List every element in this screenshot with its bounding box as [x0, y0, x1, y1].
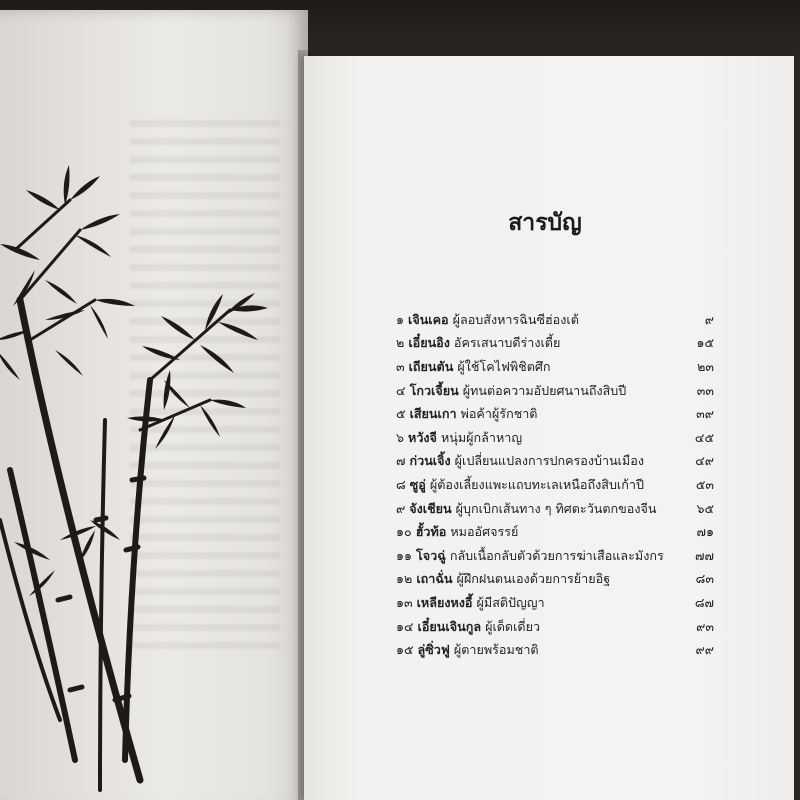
toc-entry-name: โกวเจี้ยน [409, 382, 459, 398]
toc-entry-description: ผู้เปลี่ยนแปลงการปกครองบ้านเมือง [454, 453, 644, 469]
toc-entry-page: ๗๑ [696, 524, 714, 540]
toc-entry-label [396, 640, 539, 660]
toc-entry-description: หนุ่มผู้กล้าหาญ [440, 429, 523, 445]
toc-entry-name: เหลียงหงอี้ [416, 594, 473, 610]
toc-entry [396, 308, 714, 332]
bamboo-illustration [0, 0, 310, 800]
toc-entry-description: ผู้ลอบสังหารฉินซีฮ่องเต้ [452, 311, 579, 327]
toc-entry-label [396, 569, 610, 589]
toc-entry-page: ๕๓ [695, 476, 714, 492]
toc-entry-page: ๔๙ [695, 453, 714, 469]
toc-entry-label [396, 451, 644, 471]
toc-entry-label [396, 499, 657, 519]
toc-entry-label [396, 522, 518, 542]
toc-entry-number: ๑๑ [396, 547, 412, 563]
toc-entry-name: ก่วนเจิ้ง [409, 453, 451, 469]
toc-entry-number: ๑๓ [396, 594, 413, 610]
toc-entry-number: ๔ [396, 382, 406, 398]
toc-entry [396, 379, 714, 403]
toc-entry-page: ๗๗ [695, 547, 714, 563]
toc-entry-description: ผู้ฝึกฝนตนเองด้วยการย้ายอิฐ [456, 571, 611, 587]
toc-entry-label [396, 310, 579, 330]
toc-entry-name: เสียนเกา [409, 406, 457, 422]
toc-entry-description: พ่อค้าผู้รักชาติ [460, 406, 538, 422]
toc-entry-description: ผู้ต้องเลี้ยงแพะแถบทะเลเหนือถึงสิบเก้าปี [429, 476, 644, 492]
toc-entry-page: ๓๙ [696, 406, 714, 422]
toc-entry-label [396, 593, 545, 613]
toc-entry-name: ฮั้วท้อ [415, 524, 447, 540]
toc-entry-page: ๖๕ [696, 500, 714, 516]
toc-entry-description: หมออัศจรรย์ [450, 524, 519, 540]
toc-entry-name: ลู่ซิ่วฟู [417, 642, 450, 658]
toc-entry-name: เอี๋ยนเจินกูล [417, 618, 482, 634]
toc-entry-description: กลับเนื้อกลับตัวด้วยการฆ่าเสือและมังกร [449, 547, 664, 563]
toc-entry-number: ๑๕ [396, 642, 414, 658]
toc-entry-description: อัครเสนาบดีร่างเตี้ย [453, 335, 561, 351]
toc-list [396, 308, 714, 662]
toc-entry-number: ๑๔ [396, 618, 414, 634]
toc-entry-label [396, 333, 560, 353]
toc-entry-label [396, 475, 644, 495]
toc-entry-page: ๓๓ [696, 382, 714, 398]
toc-entry-page: ๘๓ [695, 571, 714, 587]
toc-entry [396, 568, 714, 592]
toc-entry-page: ๙ [704, 311, 714, 327]
toc-title: สารบัญ [508, 210, 582, 236]
toc-entry-page: ๑๕ [696, 335, 714, 351]
toc-entry-label [396, 404, 538, 424]
toc-entry-number: ๕ [396, 406, 406, 422]
toc-entry-name: โจวฉู่ [416, 547, 446, 563]
toc-entry-label [396, 546, 664, 566]
toc-entry-label [396, 617, 540, 637]
toc-entry-description: ผู้ตายพร้อมชาติ [453, 642, 539, 658]
toc-entry-number: ๗ [396, 453, 406, 469]
toc-entry-number: ๘ [396, 476, 406, 492]
toc-entry [396, 591, 714, 615]
toc-entry-name: ซูอู่ [409, 476, 426, 492]
toc-entry [396, 332, 714, 356]
toc-entry-description: ผู้เด็ดเดี่ยว [485, 618, 541, 634]
toc-entry-number: ๙ [396, 500, 406, 516]
toc-entry-name: เถียนตัน [408, 358, 454, 374]
toc-entry [396, 544, 714, 568]
toc-entry-page: ๙๓ [696, 618, 714, 634]
toc-entry-label [396, 381, 626, 401]
toc-entry-page: ๙๙ [695, 642, 714, 658]
toc-entry-number: ๑๐ [396, 524, 412, 540]
toc-entry-number: ๑ [396, 311, 404, 327]
toc-entry [396, 473, 714, 497]
toc-entry [396, 355, 714, 379]
toc-entry-name: เอี๋ยนอิง [408, 335, 450, 351]
toc-entry-name: หวังจี [408, 429, 437, 445]
toc-entry [396, 520, 714, 544]
toc-entry [396, 638, 714, 662]
toc-entry-page: ๒๓ [697, 358, 714, 374]
toc-entry-name: เถาฉั่น [416, 571, 453, 587]
toc-entry-name: จังเชียน [409, 500, 452, 516]
toc-entry [396, 450, 714, 474]
toc-entry-page: ๔๕ [694, 429, 714, 445]
toc-entry-page: ๘๗ [694, 594, 714, 610]
toc-entry-number: ๓ [396, 358, 405, 374]
toc-entry-description: ผู้มีสติปัญญา [476, 594, 545, 610]
toc-entry-number: ๑๒ [396, 571, 413, 587]
toc-entry-description: ผู้ใช้โคไฟพิชิตศึก [457, 358, 551, 374]
toc-entry [396, 497, 714, 521]
toc-entry-label [396, 357, 551, 377]
toc-entry [396, 615, 714, 639]
toc-entry-number: ๖ [396, 429, 404, 445]
toc-entry-description: ผู้บุกเบิกเส้นทาง ๆ ทิศตะวันตกของจีน [455, 500, 657, 516]
toc-entry-label [396, 428, 522, 448]
toc-entry-number: ๒ [396, 335, 405, 351]
toc-entry [396, 402, 714, 426]
toc-entry [396, 426, 714, 450]
toc-entry-name: เจินเคอ [408, 311, 449, 327]
toc-entry-description: ผู้ทนต่อความอัปยศนานถึงสิบปี [462, 382, 627, 398]
